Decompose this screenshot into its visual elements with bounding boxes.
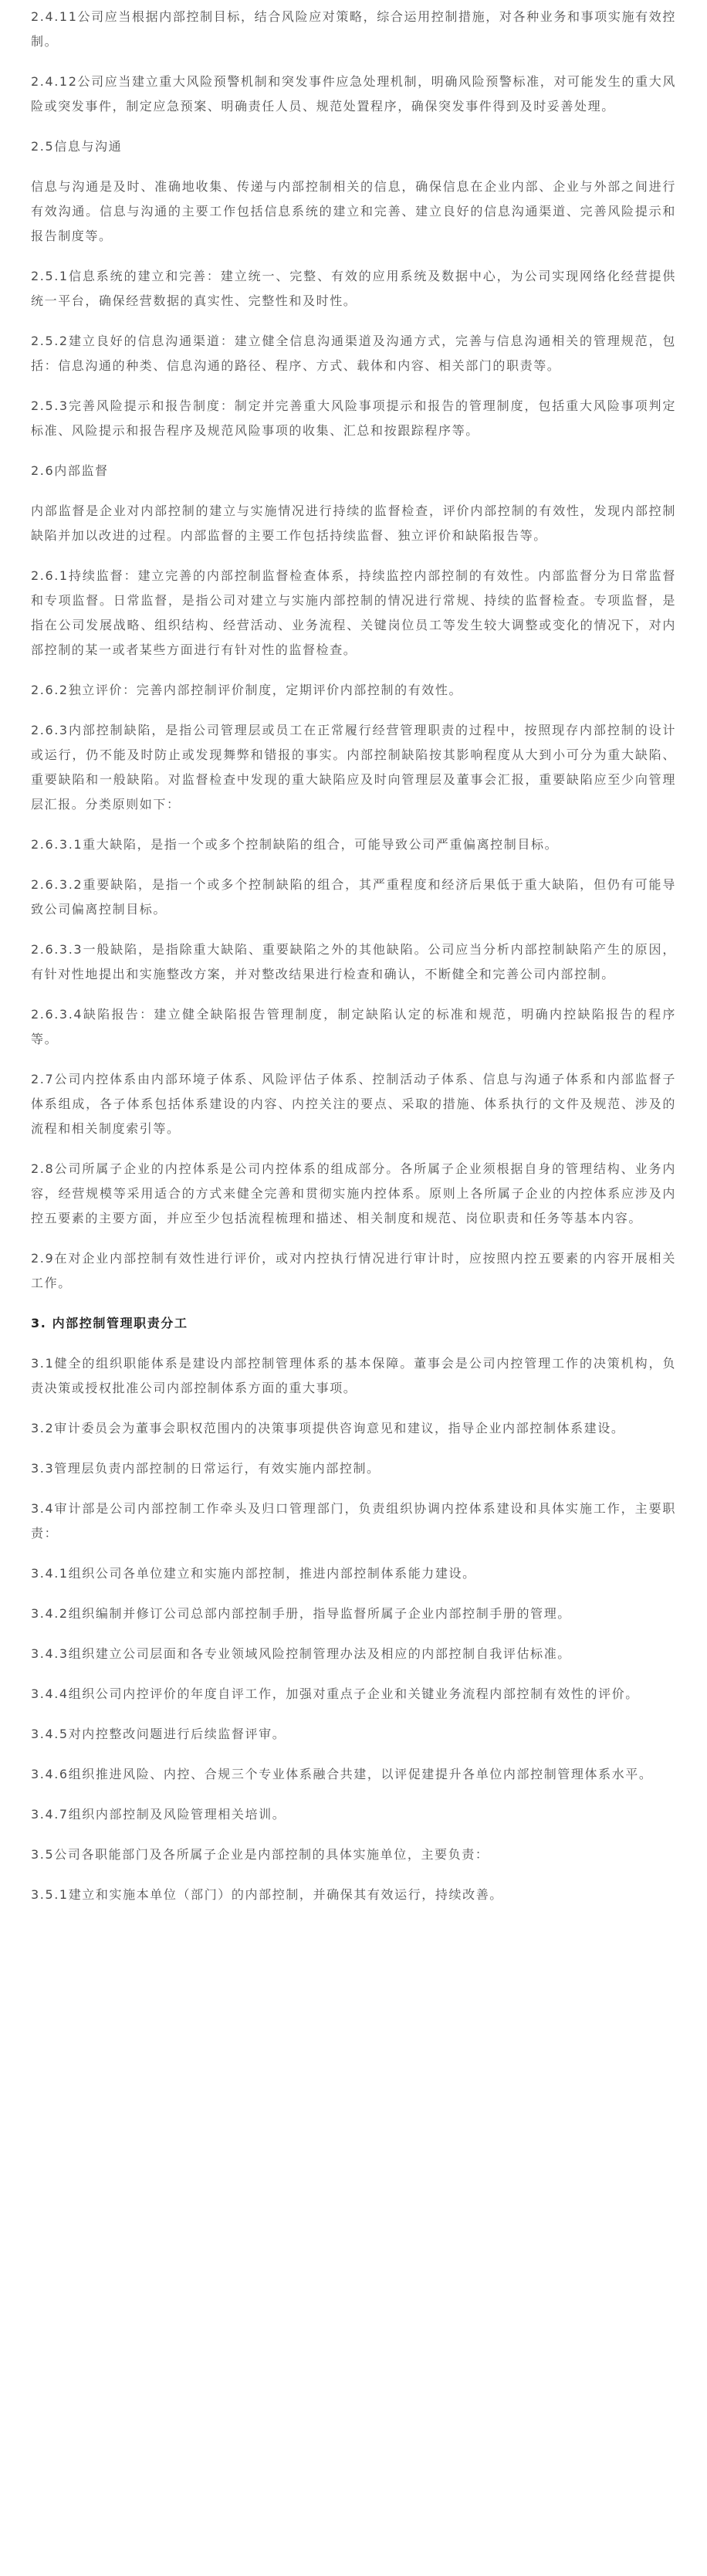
paragraph: 2.4.11公司应当根据内部控制目标，结合风险应对策略，综合运用控制措施，对各种业务和事项实施有效控制。	[31, 9, 676, 49]
paragraph: 3.1健全的组织职能体系是建设内部控制管理体系的基本保障。董事会是公司内控管理工作的决策机构，负责决策或授权批准公司内部控制体系方面的重大事项。	[31, 1356, 676, 1395]
paragraph: 2.5.1信息系统的建立和完善：建立统一、完整、有效的应用系统及数据中心，为公司实现网络化经营提供统一平台，确保经营数据的真实性、完整性和及时性。	[31, 269, 676, 308]
paragraph: 信息与沟通是及时、准确地收集、传递与内部控制相关的信息，确保信息在企业内部、企业与外部之间进行有效沟通。信息与沟通的主要工作包括信息系统的建立和完善、建立良好的信息沟通渠道、完善风险提示和报告制度等。	[31, 179, 676, 243]
paragraph: 3.5公司各职能部门及各所属子企业是内部控制的具体实施单位，主要负责：	[31, 1847, 489, 1862]
paragraph: 3.4审计部是公司内部控制工作牵头及归口管理部门，负责组织协调内控体系建设和具体实施工作，主要职责：	[31, 1501, 676, 1541]
paragraph: 3.4.4组织公司内控评价的年度自评工作，加强对重点子企业和关键业务流程内部控制有效性的评价。	[31, 1686, 639, 1701]
paragraph: 3.4.6组织推进风险、内控、合规三个专业体系融合共建，以评促建提升各单位内部控制管理体系水平。	[31, 1767, 653, 1781]
paragraph: 3.4.2组织编制并修订公司总部内部控制手册，指导监督所属子企业内部控制手册的管理。	[31, 1606, 571, 1621]
paragraph: 2.6.3.4缺陷报告：建立健全缺陷报告管理制度，制定缺陷认定的标准和规范，明确内控缺陷报告的程序等。	[31, 1007, 676, 1046]
section-heading: 2.6内部监督	[31, 463, 109, 478]
paragraph: 3.4.5对内控整改问题进行后续监督评审。	[31, 1727, 286, 1741]
paragraph: 2.6.1持续监督：建立完善的内部控制监督检查体系，持续监控内部控制的有效性。内部监督分为日常监督和专项监督。日常监督，是指公司对建立与实施内部控制的情况进行常规、持续的监督检查。专项监督，是指在公司发展战略、组织结构、经营活动、业务流程、关键岗位员工等发生较大调整或变化的情况下，对内部控制的某一或者某些方面进行有针对性的监督检查。	[31, 568, 676, 657]
paragraph: 2.6.3.1重大缺陷，是指一个或多个控制缺陷的组合，可能导致公司严重偏离控制目标。	[31, 837, 559, 852]
paragraph: 3.4.1组织公司各单位建立和实施内部控制，推进内部控制体系能力建设。	[31, 1566, 476, 1581]
paragraph: 2.4.12公司应当建立重大风险预警机制和突发事件应急处理机制，明确风险预警标准，对可能发生的重大风险或突发事件，制定应急预案、明确责任人员、规范处置程序，确保突发事件得到及时妥善处理。	[31, 74, 676, 114]
paragraph: 2.6.3.2重要缺陷，是指一个或多个控制缺陷的组合，其严重程度和经济后果低于重大缺陷，但仍有可能导致公司偏离控制目标。	[31, 877, 676, 917]
paragraph: 内部监督是企业对内部控制的建立与实施情况进行持续的监督检查，评价内部控制的有效性，发现内部控制缺陷并加以改进的过程。内部监督的主要工作包括持续监督、独立评价和缺陷报告等。	[31, 503, 676, 543]
section-heading: 2.5信息与沟通	[31, 139, 123, 154]
paragraph: 3.4.3组织建立公司层面和各专业领域风险控制管理办法及相应的内部控制自我评估标准。	[31, 1646, 571, 1661]
paragraph: 3.4.7组织内部控制及风险管理相关培训。	[31, 1807, 286, 1822]
section-3-heading: 3. 内部控制管理职责分工	[31, 1316, 188, 1330]
paragraph: 2.6.2独立评价：完善内部控制评价制度，定期评价内部控制的有效性。	[31, 683, 463, 697]
paragraph: 2.9在对企业内部控制有效性进行评价，或对内控执行情况进行审计时，应按照内控五要素的内容开展相关工作。	[31, 1251, 676, 1290]
paragraph: 2.8公司所属子企业的内控体系是公司内控体系的组成部分。各所属子企业须根据自身的管理结构、业务内容，经营规模等采用适合的方式来健全完善和贯彻实施内控体系。原则上各所属子企业的内控体系应涉及内控五要素的主要方面，并应至少包括流程梳理和描述、相关制度和规范、岗位职责和任务等基本内容。	[31, 1161, 676, 1225]
paragraph: 3.2审计委员会为董事会职权范围内的决策事项提供咨询意见和建议，指导企业内部控制体系建设。	[31, 1421, 625, 1435]
paragraph: 2.6.3.3一般缺陷，是指除重大缺陷、重要缺陷之外的其他缺陷。公司应当分析内部控制缺陷产生的原因，有针对性地提出和实施整改方案，并对整改结果进行检查和确认，不断健全和完善公司内部控制。	[31, 942, 676, 981]
paragraph: 2.7公司内控体系由内部环境子体系、风险评估子体系、控制活动子体系、信息与沟通子体系和内部监督子体系组成，各子体系包括体系建设的内容、内控关注的要点、采取的措施、体系执行的文件及规范、涉及的流程和相关制度索引等。	[31, 1072, 676, 1136]
paragraph: 3.5.1建立和实施本单位（部门）的内部控制，并确保其有效运行，持续改善。	[31, 1887, 503, 1902]
paragraph: 2.5.2建立良好的信息沟通渠道：建立健全信息沟通渠道及沟通方式，完善与信息沟通相关的管理规范，包括：信息沟通的种类、信息沟通的路径、程序、方式、载体和内容、相关部门的职责等。	[31, 334, 676, 373]
paragraph: 3.3管理层负责内部控制的日常运行，有效实施内部控制。	[31, 1461, 381, 1476]
paragraph: 2.5.3完善风险提示和报告制度：制定并完善重大风险事项提示和报告的管理制度，包括重大风险事项判定标准、风险提示和报告程序及规范风险事项的收集、汇总和按跟踪程序等。	[31, 398, 676, 438]
paragraph: 2.6.3内部控制缺陷，是指公司管理层或员工在正常履行经营管理职责的过程中，按照现存内部控制的设计或运行，仍不能及时防止或发现舞弊和错报的事实。内部控制缺陷按其影响程度从大到小可分为重大缺陷、重要缺陷和一般缺陷。对监督检查中发现的重大缺陷应及时向管理层及董事会汇报，重要缺陷应至少向管理层汇报。分类原则如下：	[31, 723, 676, 812]
